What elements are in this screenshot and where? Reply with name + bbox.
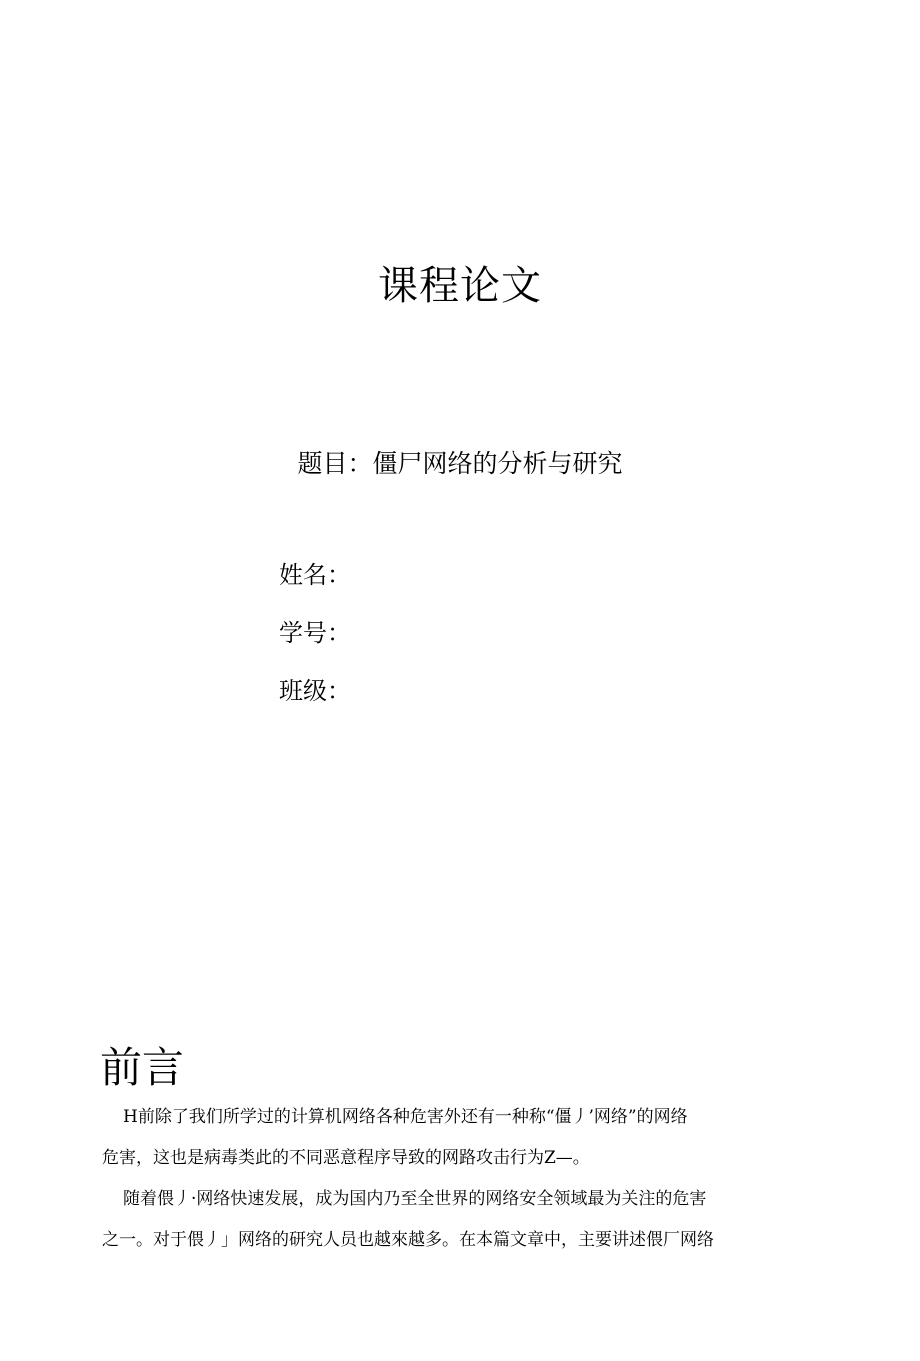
- document-title: 课程论文: [378, 263, 542, 309]
- name-field-label: 姓名：: [279, 561, 351, 589]
- class-field-label: 班级：: [279, 677, 351, 705]
- preface-heading: 前言: [100, 1043, 185, 1092]
- preface-body: [102, 1100, 802, 1264]
- thesis-subject: 题目：僵尸网络的分析与研究: [297, 449, 623, 478]
- student-id-field-label: 学号：: [279, 619, 351, 647]
- paragraph-line: 之一。对于偎丿」网络的研究人员也越來越多。在本篇文章中，主要讲述偎厂网络: [102, 1230, 714, 1250]
- paragraph-line: H前除了我们所学过的计算机网络各种危害外还有一种称“僵丿’网络”的网络: [123, 1107, 688, 1127]
- paragraph-line: 危害，这也是病毒类此的不同恶意程序导致的网路攻击行为Z—。: [102, 1148, 590, 1168]
- paragraph-line: 随着偎丿·网络快速发展，成为国内乃至全世界的网络安全领域最为关注的危害: [123, 1189, 707, 1209]
- student-info-block: [279, 557, 351, 731]
